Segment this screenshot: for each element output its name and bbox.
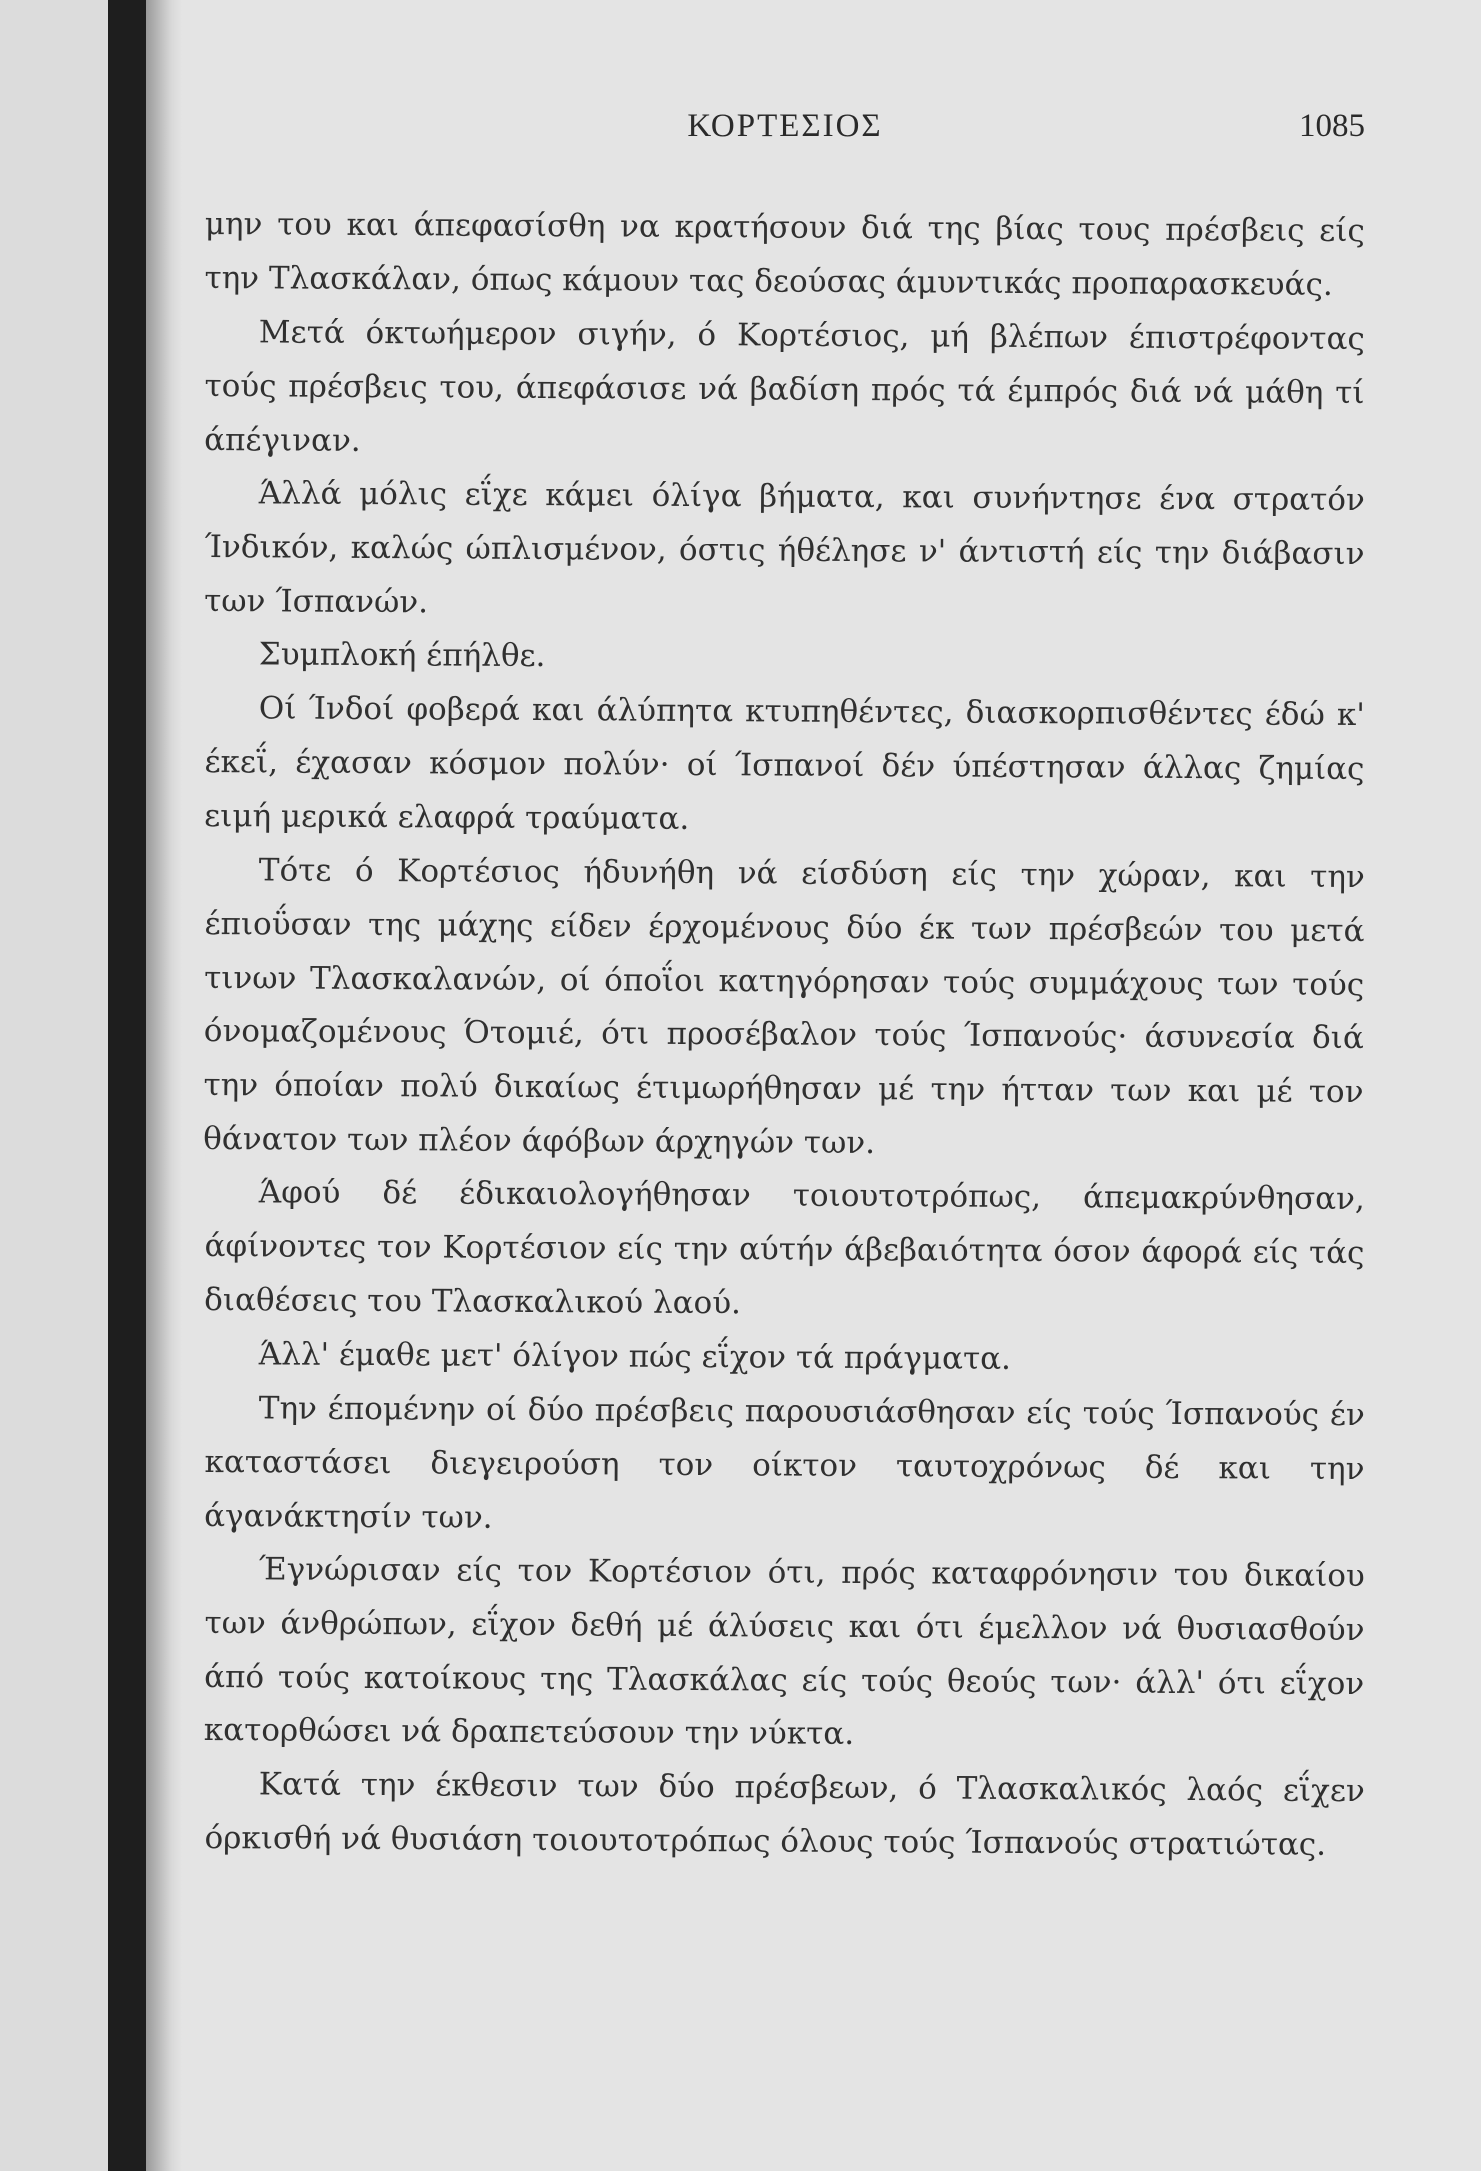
paragraph: Οί Ίνδοί φοβερά και άλύπητα κτυπηθέντες, διασκορπισθέντες έδώ κ' έκεΐ, έχασαν κόσμον πολύν· οί Ίσπανοί δέν ύπέστησαν άλλας ζημίας ειμή μερικά ελαφρά τραύματα. <box>204 690 1365 837</box>
paragraph: Μετά όκτωήμερον σιγήν, ό Κορτέσιος, μή βλέπων έπιστρέφοντας τούς πρέσβεις του, άπεφάσισε νά βαδίση πρός τά έμπρός διά νά μάθη τί άπέγιναν. <box>204 313 1365 459</box>
gutter-shadow <box>146 0 182 2171</box>
page-number: 1085 <box>1299 108 1365 144</box>
paragraph: Έγνώρισαν είς τον Κορτέσιον ότι, πρός καταφρόνησιν του δικαίου των άνθρώπων, εΐχον δεθή μέ άλύσεις και ότι έμελλον νά θυσιασθούν άπό τούς κατοίκους της Τλασκάλας είς τούς θεούς των· άλλ' ότι εΐχον κατορθώσει νά δραπετεύσουν την νύκτα. <box>203 1551 1365 1753</box>
paragraph: Συμπλοκή έπήλθε. <box>258 636 546 675</box>
left-margin <box>0 0 108 2171</box>
paragraph: Κατά την έκθεσιν των δύο πρέσβεων, ό Τλασκαλικός λαός εΐχεν όρκισθή νά θυσιάση τοιουτοτρόπως όλους τούς Ίσπανούς στρατιώτας. <box>204 1766 1365 1863</box>
book-binding <box>108 0 146 2171</box>
running-title: ΚΟΡΤΕΣΙΟΣ <box>687 108 883 144</box>
paragraph: Άφού δέ έδικαιολογήθησαν τοιουτοτρόπως, άπεμακρύνθησαν, άφίνοντες τον Κορτέσιον είς την αύτήν άβεβαιότητα όσον άφορά είς τάς διαθέσεις του Τλασκαλικού λαού. <box>204 1174 1365 1322</box>
paragraph: Άλλά μόλις εΐχε κάμει όλίγα βήματα, και συνήντησε ένα στρατόν Ίνδικόν, καλώς ώπλισμένον, όστις ήθέλησε ν' άντιστή είς την διάβασιν των Ίσπανών. <box>204 475 1365 620</box>
page-header <box>205 108 1365 158</box>
paragraph: Την έπομένην οί δύο πρέσβεις παρουσιάσθησαν είς τούς Ίσπανούς έν καταστάσει διεγειρούση τον οίκτον ταυτοχρόνως δέ και την άγανάκτησίν των. <box>204 1389 1365 1535</box>
body-text <box>205 198 1365 1866</box>
paragraph: Άλλ' έμαθε μετ' όλίγον πώς εΐχον τά πράγματα. <box>258 1336 1012 1377</box>
paragraph: Τότε ό Κορτέσιος ήδυνήθη νά είσδύση είς την χώραν, και την έπιοΰσαν της μάχης είδεν έρχομένους δύο έκ των πρέσβεών του μετά τινων Τλασκαλανών, οί όποΐοι κατηγόρησαν τούς συμμάχους των τούς όνομαζομένους Ότομιέ, ότι προσέβαλον τούς Ίσπανούς· άσυνεσία διά την όποίαν πολύ δικαίως έτιμωρήθησαν μέ την ήτταν των και μέ τον θάνατον των πλέον άφόβων άρχηγών των. <box>203 851 1365 1161</box>
paragraph: μην του και άπεφασίσθη να κρατήσουν διά της βίας τους πρέσβεις είς την Τλασκάλαν, όπως κάμουν τας δεούσας άμυντικάς προπαρασκευάς. <box>204 205 1365 303</box>
